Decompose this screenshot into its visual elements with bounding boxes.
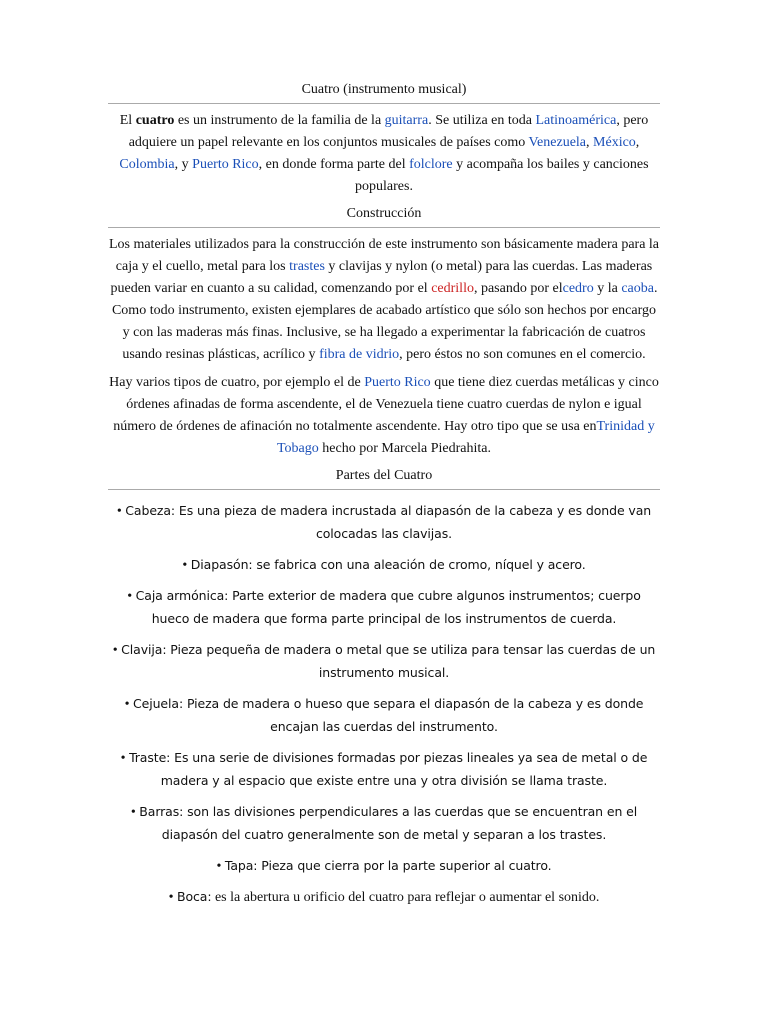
bullet: • xyxy=(112,643,118,658)
list-item xyxy=(108,693,660,739)
list-item xyxy=(108,855,660,878)
text-run: Hay varios tipos de cuatro, por ejemplo el de xyxy=(109,375,365,390)
partes-list xyxy=(108,500,660,909)
link-venezuela[interactable]: Venezuela xyxy=(528,135,587,150)
intro-paragraph xyxy=(108,110,660,198)
part-description: son las divisiones perpendiculares a las cuerdas que se encuentran en el diapasón del cuatro generalmente son de metal y separan a los trastes. xyxy=(161,804,638,842)
part-term: Tapa: xyxy=(224,858,258,873)
bullet: • xyxy=(130,805,136,820)
text-run: Los materiales utilizados para la construcción de este instrumento son básicamente madera para la caja y el cuello, metal para los xyxy=(108,237,660,274)
link-mexico[interactable]: México xyxy=(593,135,636,150)
text-run: , xyxy=(635,135,640,150)
section-heading-construccion: Construcción xyxy=(108,204,660,228)
part-term: Cabeza: xyxy=(125,503,176,518)
bullet: • xyxy=(168,890,174,905)
part-description: Parte exterior de madera que cubre algunos instrumentos; cuerpo hueco de madera que forma parte principal de los instrumentos de cuerda. xyxy=(151,588,641,626)
list-item xyxy=(108,801,660,847)
bullet: • xyxy=(216,859,222,874)
part-term: Cejuela: xyxy=(133,696,184,711)
part-term: Diapasón: xyxy=(190,557,253,572)
text-run: , pasando por el xyxy=(473,281,563,296)
list-item xyxy=(108,639,660,685)
text-run: . Se utiliza en toda xyxy=(428,113,536,128)
part-description: Es una pieza de madera incrustada al diapasón de la cabeza y es donde van colocadas las clavijas. xyxy=(175,503,652,541)
text-run: que tiene diez cuerdas metálicas y cinco órdenes afinadas de forma ascendente, el de Venezuela tiene cuatro cuerdas de nylon e igual número de órdenes de afinación no totalmente ascendente. Hay otro tipo que se usa en xyxy=(113,375,659,434)
link-guitarra[interactable]: guitarra xyxy=(384,113,429,128)
construccion-paragraph-1 xyxy=(108,234,660,366)
text-run: y la xyxy=(593,281,622,296)
text-run: , xyxy=(586,135,594,150)
construccion-paragraph-2 xyxy=(108,372,660,460)
part-description-serif: es la abertura u orificio del cuatro para reflejar o aumentar el sonido. xyxy=(211,890,600,905)
part-description: se fabrica con una aleación de cromo, níquel y acero. xyxy=(252,557,586,572)
part-description: Pieza que cierra por la parte superior al cuatro. xyxy=(257,858,552,873)
text-run: y clavijas y nylon (o metal) para las cuerdas. Las maderas pueden variar en cuanto a su calidad, comenzando por el xyxy=(110,259,653,296)
text-run: , pero éstos no son comunes en el comercio. xyxy=(399,347,646,362)
part-description: Pieza de madera o hueso que separa el diapasón de la cabeza y es donde encajan las cuerdas del instrumento. xyxy=(183,696,644,734)
link-puerto-rico-2[interactable]: Puerto Rico xyxy=(364,375,431,390)
text-run: y acompaña los bailes y canciones populares. xyxy=(355,157,649,194)
section-heading-partes: Partes del Cuatro xyxy=(108,466,660,490)
part-term: Clavija: xyxy=(121,642,167,657)
document-page xyxy=(108,80,660,917)
list-item xyxy=(108,747,660,793)
link-puerto-rico[interactable]: Puerto Rico xyxy=(192,157,259,172)
link-cedrillo[interactable]: cedrillo xyxy=(431,281,474,296)
list-item xyxy=(108,585,660,631)
part-term: Traste: xyxy=(129,750,171,765)
list-item xyxy=(108,500,660,546)
text-run: , en donde forma parte del xyxy=(258,157,410,172)
bold-term: cuatro xyxy=(135,113,175,128)
text-run: es un instrumento de la familia de la xyxy=(174,113,385,128)
text-run: , y xyxy=(174,157,193,172)
bullet: • xyxy=(116,504,122,519)
list-item xyxy=(108,886,660,909)
link-cedro[interactable]: cedro xyxy=(562,281,594,296)
bullet: • xyxy=(127,589,133,604)
part-description: Pieza pequeña de madera o metal que se utiliza para tensar las cuerdas de un instrumento musical. xyxy=(166,642,656,680)
text-run: El xyxy=(119,113,136,128)
link-folclore[interactable]: folclore xyxy=(409,157,453,172)
bullet: • xyxy=(120,751,126,766)
link-colombia[interactable]: Colombia xyxy=(119,157,175,172)
link-latinoamerica[interactable]: Latinoamérica xyxy=(535,113,617,128)
text-run: , pero adquiere un papel relevante en los conjuntos musicales de países como xyxy=(128,113,649,150)
bullet: • xyxy=(182,558,188,573)
part-term: Boca: xyxy=(177,889,212,904)
page-title: Cuatro (instrumento musical) xyxy=(108,80,660,104)
part-term: Caja armónica: xyxy=(135,588,229,603)
link-caoba[interactable]: caoba xyxy=(621,281,654,296)
text-run: . Como todo instrumento, existen ejemplares de acabado artístico que sólo son hechos por encargo y con las maderas más finas. Inclusive, se ha llegado a experimentar la fabricación de cuatros usando resinas plásticas, acrílico y xyxy=(111,281,658,362)
link-trinidad-y-tobago[interactable]: Trinidad y Tobago xyxy=(276,419,655,456)
link-fibra-de-vidrio[interactable]: fibra de vidrio xyxy=(319,347,400,362)
bullet: • xyxy=(124,697,130,712)
part-description: Es una serie de divisiones formadas por piezas lineales ya sea de metal o de madera y al espacio que existe entre una y otra división se llama traste. xyxy=(160,750,648,788)
text-run: hecho por Marcela Piedrahita. xyxy=(318,441,491,456)
part-term: Barras: xyxy=(139,804,184,819)
link-trastes[interactable]: trastes xyxy=(289,259,325,274)
list-item xyxy=(108,554,660,577)
